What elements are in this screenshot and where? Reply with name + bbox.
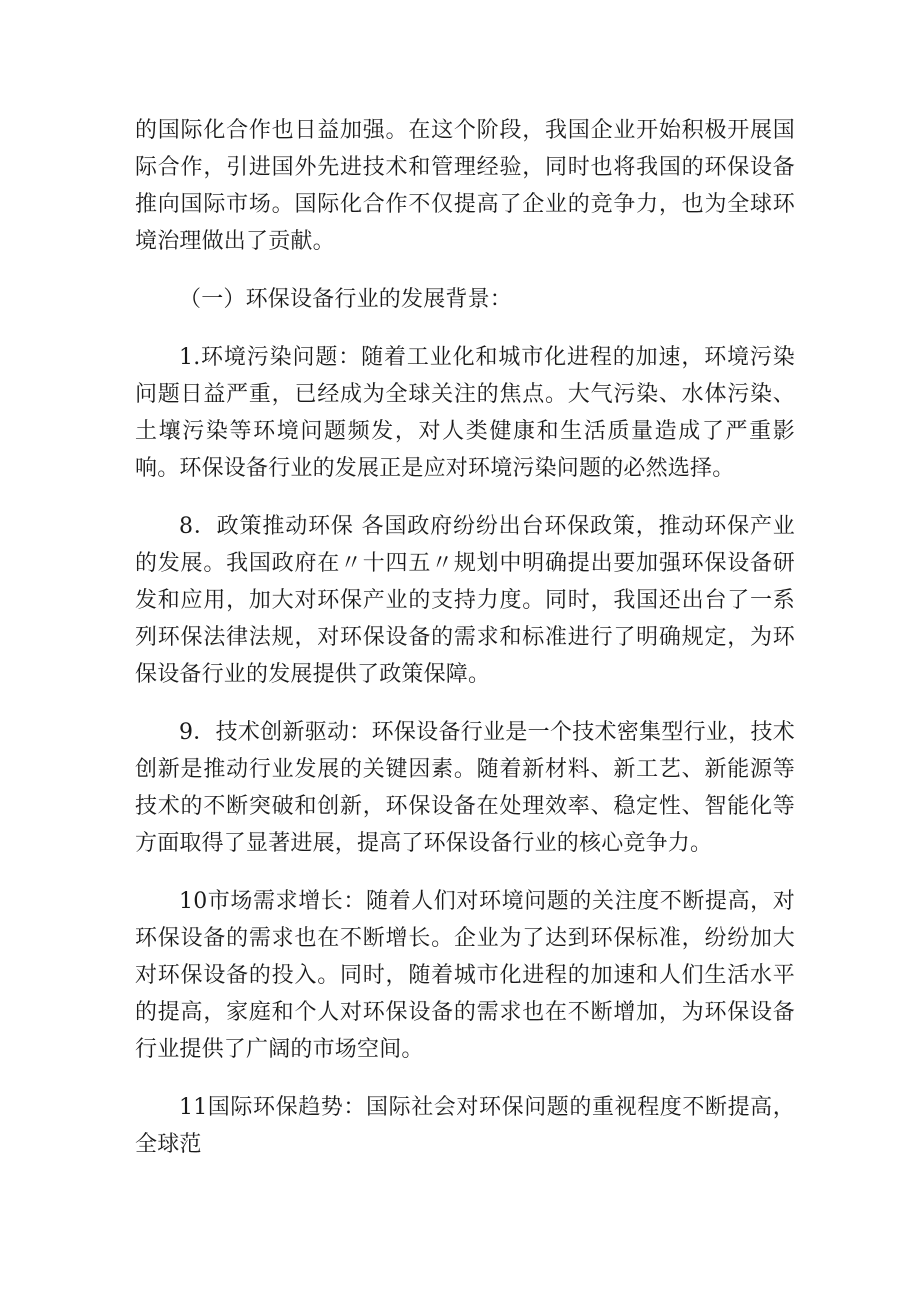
section-heading: （一）环保设备行业的发展背景： [179, 287, 513, 312]
list-item-international-trend: 11国际环保趋势：国际社会对环保问题的重视程度不断提高，全球范 [135, 1095, 795, 1157]
list-item-market-demand: 10市场需求增长：随着人们对环境问题的关注度不断提高，对环保设备的需求也在不断增长。企业为了达到环保标准，纷纷加大对环保设备的投入。同时，随着城市化进程的加速和人们生活水平的提高，家庭和个人对环保设备的需求也在不断增加，为环保设备行业提供了广阔的市场空间。 [135, 889, 795, 1062]
list-item-policy-driven: 8．政策推动环保 各国政府纷纷出台环保政策，推动环保产业的发展。我国政府在〃十四五〃规划中明确提出要加强环保设备研发和应用，加大对环保产业的支持力度。同时，我国还出台了一系列环保法律法规，对环保设备的需求和标准进行了明确规定，为环保设备行业的发展提供了政策保障。 [135, 514, 795, 687]
list-item-technology-innovation: 9．技术创新驱动：环保设备行业是一个技术密集型行业，技术创新是推动行业发展的关键因素。随着新材料、新工艺、新能源等技术的不断突破和创新，环保设备在处理效率、稳定性、智能化等方面取得了显著进展，提高了环保设备行业的核心竞争力。 [135, 720, 795, 856]
list-item-environmental-pollution: 1.环境污染问题：随着工业化和城市化进程的加速，环境污染问题日益严重，已经成为全球关注的焦点。大气污染、水体污染、土壤污染等环境问题频发，对人类健康和生活质量造成了严重影响。环保设备行业的发展正是应对环境污染问题的必然选择。 [135, 345, 795, 481]
document-page [135, 112, 795, 1163]
paragraph-intro: 的国际化合作也日益加强。在这个阶段，我国企业开始积极开展国际合作，引进国外先进技术和管理经验，同时也将我国的环保设备推向国际市场。国际化合作不仅提高了企业的竞争力，也为全球环境治理做出了贡献。 [135, 118, 795, 254]
